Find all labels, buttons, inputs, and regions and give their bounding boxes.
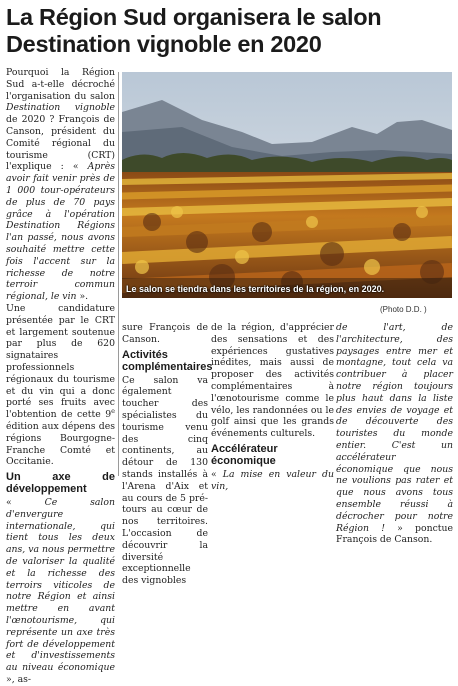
photo-caption: Le salon se tiendra dans les territoires de la région, en 2020. bbox=[126, 284, 385, 294]
paragraph-attribution: sure François de Canson. bbox=[122, 322, 208, 345]
photo-credit: (Photo D.D. ) bbox=[380, 305, 427, 314]
subheading-accelerator: Accélérateur économique bbox=[211, 442, 278, 467]
paragraph-activities: Ce salon va également toucher des spécialistes du tourisme venu des cinq continents, au détour de 130 stands installés à l'Arena d'Aix et au cours de 5 pré-tours au cœur de nos territoires. L'occasion de découvrir la diversité exceptionnelle des vignobles bbox=[122, 374, 208, 587]
paragraph-wine-quote: « La mise en valeur du vin, bbox=[211, 468, 334, 492]
vineyard-image bbox=[122, 72, 452, 298]
paragraph-candidature: Une candidature présentée par le CRT et largement soutenue par plus de 620 signataires professionnels régionaux du tourisme et du vin qui a donc porté ses fruits avec l'obtention de cette 9e édition aux dépens des régions Bourgogne-Franche Comté et Occitanie. bbox=[6, 302, 115, 468]
paragraph-intro: Pourquoi la Région Sud a-t-elle décroché l'organisation du salon Destination vignoble de 2020 ? François de Canson, président du Comité régional du tourisme (CRT) l'explique : « Après avoir fait venir près de 1 000 tour-opérateurs de plus de 70 pays grâce à l'opération Destination Régions l'an passé, nous avons souhaité mettre cette fois l'accent sur la richesse de notre terroir commun régional, le vin ». bbox=[6, 67, 115, 303]
article-column-4 bbox=[336, 322, 453, 546]
paragraph-quote: « Ce salon d'envergure internationale, qui tient tous les deux ans, va nous permettre de valoriser la qualité et la richesse des terroirs viticoles de notre Région et ainsi mettre en avant l'œnotourisme, qui représente un axe très fort de développement et d'investissements au niveau économique », as- bbox=[6, 497, 115, 686]
headline-line-2: Destination vignoble en 2020 bbox=[6, 31, 322, 57]
headline-line-1: La Région Sud organisera le salon bbox=[6, 4, 382, 30]
subheading-development: Un axe de développement bbox=[6, 471, 115, 496]
article-column-1 bbox=[6, 67, 115, 686]
article-column-3 bbox=[211, 322, 334, 493]
article-headline bbox=[6, 4, 454, 58]
column-divider bbox=[118, 72, 119, 476]
article-column-2 bbox=[122, 322, 213, 587]
subheading-activities: Activités complémentaires bbox=[122, 348, 213, 373]
vineyard-photo bbox=[122, 72, 452, 298]
paragraph-region: de la région, d'apprécier des sensations et des expériences gustatives inédites, mais aussi de proposer des activités complémentaires à l'œnotourisme comme le vélo, les randonnées ou le golf ainsi que les grands événements culturels. bbox=[211, 322, 334, 440]
paragraph-conclusion: de l'art, de l'architecture, des paysages entre mer et montagne, tout cela va contribuer à placer notre région toujours plus haut dans la liste des envies de voyage et de découverte des touristes du monde entier. C'est un accélérateur économique que nous ne voulions pas rater et que nous avons tous ensemble réussi à décrocher pour notre Région ! » ponctue François de Canson. bbox=[336, 322, 453, 546]
